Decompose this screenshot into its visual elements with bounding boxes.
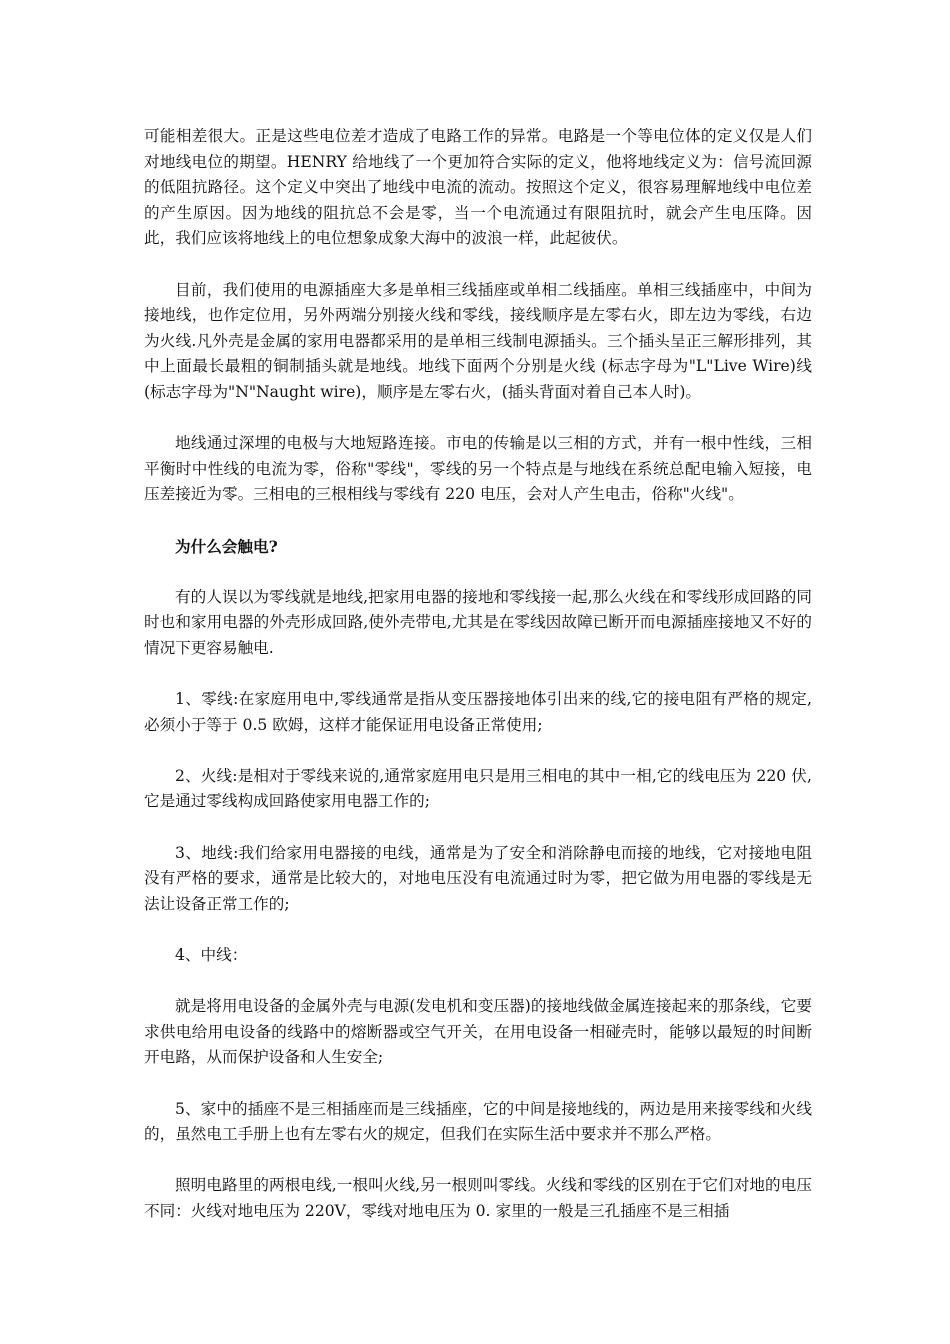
paragraph-item-neutral: 1、零线:在家庭用电中,零线通常是指从变压器接地体引出来的线,它的接电阻有严格的规定,必须小于等于 0.5 欧姆，这样才能保证用电设备正常使用; [144,690,812,734]
document-page [144,124,812,1250]
section-heading-electric-shock: 为什么会触电? [175,536,278,556]
paragraph-item-home-socket: 5、家中的插座不是三相插座而是三线插座，它的中间是接地线的，两边是用来接零线和火线的，虽然电工手册上也有左零右火的规定，但我们在实际生活中要求并不那么严格。 [144,1099,812,1144]
paragraph-item-ground: 3、地线:我们给家用电器接的电线，通常是为了安全和消除静电而接的地线，它对接地电阻没有严格的要求，通常是比较大的，对地电压没有电流通过时为零，把它做为用电器的零线是无法让设备正常工作的; [144,843,812,913]
paragraph-neutral-line: 地线通过深埋的电极与大地短路连接。市电的传输是以三相的方式，并有一根中性线，三相平衡时中性线的电流为零，俗称"零线"，零线的另一个特点是与地线在系统总配电输入短接，电压差接近为零。三相电的三根相线与零线有 220 电压，会对人产生电击，俗称"火线"。 [144,434,812,504]
paragraph-item-middle-line: 4、中线： [175,946,248,964]
paragraph-middle-line-definition: 就是将用电设备的金属外壳与电源(发电机和变压器)的接地线做金属连接起来的那条线，它要求供电给用电设备的线路中的熔断器或空气开关，在用电设备一相碰壳时，能够以最短的时间断开电路，从而保护设备和人生安全; [144,997,812,1067]
paragraph-ground-potential: 可能相差很大。正是这些电位差才造成了电路工作的异常。电路是一个等电位体的定义仅是人们对地线电位的期望。HENRY 给地线了一个更加符合实际的定义，他将地线定义为：信号流回源的低阻抗路径。这个定义中突出了地线中电流的流动。按照这个定义，很容易理解地线中电位差的产生原因。因为地线的阻抗总不会是零，当一个电流通过有限阻抗时，就会产生电压降。因此，我们应该将地线上的电位想象成象大海中的波浪一样，此起彼伏。 [144,127,812,248]
paragraph-shock-cause: 有的人误以为零线就是地线,把家用电器的接地和零线接一起,那么火线在和零线形成回路的同时也和家用电器的外壳形成回路,使外壳带电,尤其是在零线因故障已断开而电源插座接地又不好的情况下更容易触电. [144,587,812,657]
paragraph-item-live: 2、火线:是相对于零线来说的,通常家庭用电只是用三相电的其中一相,它的线电压为 220 伏,它是通过零线构成回路使家用电器工作的; [144,766,812,811]
paragraph-lighting-circuit: 照明电路里的两根电线,一根叫火线,另一根则叫零线。火线和零线的区别在于它们对地的电压不同：火线对地电压为 220V，零线对地电压为 0. 家里的一般是三孔插座不是三相插 [144,1176,812,1220]
paragraph-socket-wiring: 目前，我们使用的电源插座大多是单相三线插座或单相二线插座。单相三线插座中，中间为接地线，也作定位用，另外两端分别接火线和零线，接线顺序是左零右火，即左边为零线，右边为火线.凡外壳是金属的家用电器都采用的是单相三线制电源插头。三个插头呈正三解形排列，其中上面最长最粗的铜制插头就是地线。地线下面两个分别是火线 (标志字母为"L"Live Wire)线(标志字母为"N"Naught wire)，顺序是左零右火，(插头背面对着自己本人时)。 [144,280,812,401]
